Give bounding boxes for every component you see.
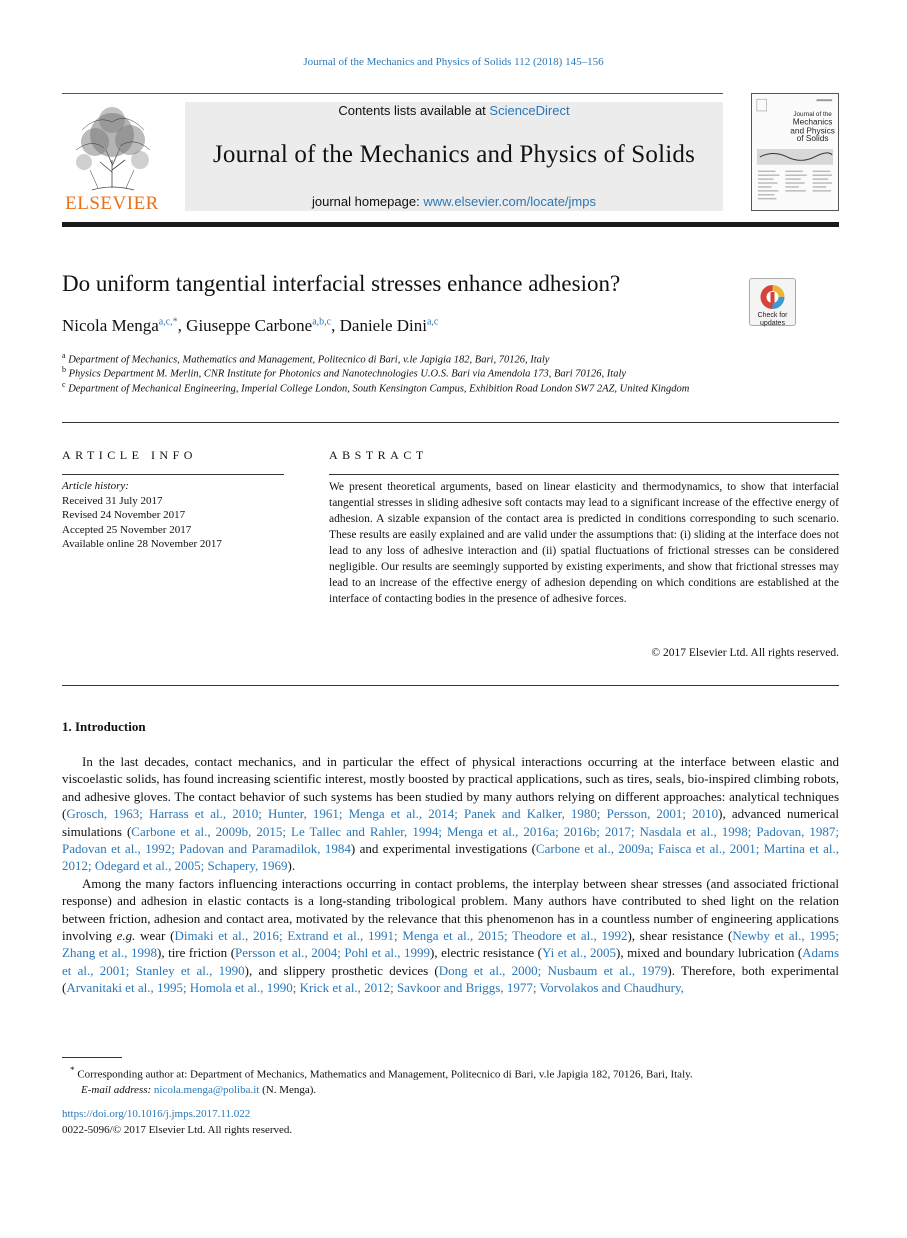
- history-revised: Revised 24 November 2017: [62, 509, 186, 521]
- citation-link[interactable]: Persson et al., 2004; Pohl et al., 1999: [235, 945, 431, 961]
- crossmark-icon: [750, 282, 795, 312]
- issn-copyright: 0022-5096/© 2017 Elsevier Ltd. All rights reserved.: [62, 1123, 293, 1136]
- svg-text:Journal of the: Journal of the: [793, 110, 832, 118]
- body-text: ), tire friction (: [157, 945, 236, 961]
- affiliation-text: Department of Mechanics, Mathematics and Management, Politecnico di Bari, v.le Japigia 182, Bari, 70126, Italy: [68, 354, 550, 366]
- body-text: ), advanced numerical simulations (: [62, 806, 839, 839]
- citation-link[interactable]: Carbone et al., 2009b, 2015; Le Tallec and Rahler, 1994; Menga et al., 2016a; 2016b; 2017; Nasdala et al., 1998; Padovan, 1987; Padovan et al., 1992; Padovan and Paramadilok, 1984: [62, 823, 839, 857]
- affiliation-text: Physics Department M. Merlin, CNR Institute for Photonics and Nanotechnologies U.O.S. Bari via Amendola 173, Bari 70126, Italy: [68, 368, 627, 380]
- history-received: Received 31 July 2017: [62, 494, 163, 507]
- history-online: Available online 28 November 2017: [62, 538, 222, 550]
- svg-text:and Physics: and Physics: [790, 125, 835, 136]
- body-text: ).: [287, 858, 296, 874]
- emphasis-text: e.g.: [116, 928, 136, 944]
- svg-text:Mechanics: Mechanics: [792, 116, 833, 127]
- corresponding-author-footnote: [62, 1063, 839, 1099]
- journal-title: Journal of the Mechanics and Physics of Solids: [212, 141, 696, 168]
- header-thick-rule: [62, 222, 839, 227]
- crossmark-label: Check for updates: [757, 312, 788, 327]
- affiliation-text: Department of Mechanical Engineering, Imperial College London, South Kensington Campus, Exhibition Road London SW7 2AZ, United Kingdom: [68, 383, 690, 395]
- doi-block: [62, 1107, 292, 1138]
- citation-link[interactable]: Adams et al., 2001; Stanley et al., 1990: [62, 945, 840, 978]
- article-info-label: ARTICLE INFO: [62, 448, 197, 462]
- svg-text:of Solids: of Solids: [796, 133, 829, 144]
- affiliation-mark: c: [62, 380, 66, 389]
- affiliation-c: [62, 378, 722, 397]
- section-rule: [62, 422, 839, 423]
- citation-link[interactable]: Carbone et al., 2009a; Faisca et al., 2001; Martina et al., 2012; Odegard et al., 2005; Schapery, 1969: [62, 841, 839, 874]
- elsevier-wordmark: ELSEVIER: [65, 193, 159, 214]
- sciencedirect-link[interactable]: ScienceDirect: [489, 103, 570, 118]
- author-affiliation-marks[interactable]: a,b,c: [312, 316, 332, 328]
- abstract-rule: [329, 474, 839, 475]
- journal-cover-icon[interactable]: [751, 93, 839, 211]
- body-text: ), electric resistance (: [430, 945, 542, 961]
- footnote-text: Corresponding author at: Department of Mechanics, Mathematics and Management, Politecnico di Bari, v.le Japigia 182, 70126, Bari, Italy.: [77, 1068, 693, 1081]
- citation-link[interactable]: Dong et al., 2000; Nusbaum et al., 1979: [438, 962, 668, 978]
- author-list: Nicola Menga$^{a,c,*}$, Giuseppe Carbone$^{a,b,c}$, Daniele Dini$^{a,c}$: [62, 316, 439, 335]
- email-link[interactable]: nicola.menga@poliba.it: [153, 1084, 260, 1097]
- homepage-line: [185, 194, 723, 209]
- abstract-label: ABSTRACT: [329, 448, 428, 462]
- article-history: [62, 479, 284, 552]
- contents-line: [185, 103, 723, 118]
- abstract-text: We present theoretical arguments, based on linear elasticity and thermodynamics, to show that interfacial tangential stresses in sliding adhesive soft contacts may lead to a significant increase of the effective energy of adhesion. A sizable expansion of the contact area is predicted in conditions corresponding to such scenario. These results are easily explained and are valid under the assumptions that: (i) sliding at the interface does not lead to any loss of adhesive interaction and (ii) spatial fluctuations of frictional stresses can be considered negligible. Our results are seemingly supported by existing experiments, and show that frictional stresses may lead to an increase of the effective energy of adhesion depending on which conditions are established at the interface of contacting bodies in the presence of adhesive forces.: [329, 481, 839, 605]
- doi-link[interactable]: https://doi.org/10.1016/j.jmps.2017.11.022: [62, 1108, 251, 1120]
- email-suffix: (N. Menga).: [259, 1084, 317, 1097]
- email-label: E-mail address:: [81, 1084, 154, 1097]
- body-text: ), shear resistance (: [627, 928, 733, 944]
- author-affiliation-marks[interactable]: a,c: [426, 316, 439, 328]
- crossmark-button[interactable]: [749, 278, 796, 326]
- history-accepted: Accepted 25 November 2017: [62, 523, 192, 536]
- paragraph: [62, 875, 839, 997]
- author-name: Daniele Dini: [339, 316, 427, 335]
- section-rule: [62, 685, 839, 686]
- author-name: Nicola Menga: [62, 316, 159, 335]
- author-name: Giuseppe Carbone: [186, 316, 313, 335]
- abstract-copyright: © 2017 Elsevier Ltd. All rights reserved.: [651, 647, 839, 659]
- body-text: ), and slippery prosthetic devices (: [244, 962, 439, 978]
- body-text: ). Therefore, both experimental (: [62, 962, 839, 996]
- affiliation-mark: a: [62, 351, 66, 360]
- body-text: wear (: [135, 928, 175, 944]
- homepage-link[interactable]: www.elsevier.com/locate/jmps: [423, 194, 596, 209]
- author-affiliation-marks[interactable]: a,c,*: [158, 316, 178, 328]
- citation-link[interactable]: Dimaki et al., 2016; Extrand et al., 1991; Menga et al., 2015; Theodore et al., 1992: [174, 928, 628, 944]
- journal-citation[interactable]: Journal of the Mechanics and Physics of Solids 112 (2018) 145–156: [303, 56, 604, 68]
- footnote-marker: *: [70, 1065, 75, 1075]
- footnote-rule: [62, 1057, 122, 1058]
- article-info-rule: [62, 474, 284, 475]
- paragraph: [62, 753, 839, 875]
- affiliation-mark: b: [62, 365, 66, 374]
- body-text: In the last decades, contact mechanics, and in particular the effect of physical interactions occurring at the interface between elastic and viscoelastic solids, has found increasing scientific interest, mostly boosted by practical applications, such as tires, seals, bio-inspired climbing robots, and adhesive gloves. The contact behavior of such systems has been studied by many authors relying on different approaches: analytical techniques (: [62, 754, 839, 822]
- header-top-rule: [62, 93, 723, 94]
- article-title: Do uniform tangential interfacial stresses enhance adhesion?: [62, 271, 621, 296]
- citation-link[interactable]: Arvanitaki et al., 1995; Homola et al., 1990; Krick et al., 2012; Savkoor and Briggs, 1977; Vorvolakos and Chaudhury,: [66, 980, 684, 996]
- section-heading: 1. Introduction: [62, 719, 146, 734]
- body-text: ), mixed and boundary lubrication (: [616, 945, 803, 961]
- citation-link[interactable]: Yi et al., 2005: [541, 945, 617, 961]
- citation-link[interactable]: Grosch, 1963; Harrass et al., 2010; Hunter, 1961; Menga et al., 2014; Panek and Kalker, 1980; Persson, 2001; 2010: [66, 806, 719, 822]
- body-text: Among the many factors influencing interactions occurring in contact problems, the interplay between shear stresses (and associated frictional response) and adhesion in elastic contacts is a long-standing tribological problem. Many authors have contributed to shed light on the relation between friction, adhesion and contact area, motivated by the relevance that this phenomenon has in a countless number of engineering applications involving: [62, 875, 839, 944]
- introduction-body: [62, 753, 839, 997]
- body-text: ) and experimental investigations (: [350, 841, 536, 857]
- homepage-prefix: journal homepage:: [312, 194, 424, 209]
- history-label: Article history:: [62, 480, 129, 492]
- contents-prefix: Contents lists available at: [338, 103, 490, 118]
- citation-link[interactable]: Newby et al., 1995; Zhang et al., 1998: [62, 928, 839, 961]
